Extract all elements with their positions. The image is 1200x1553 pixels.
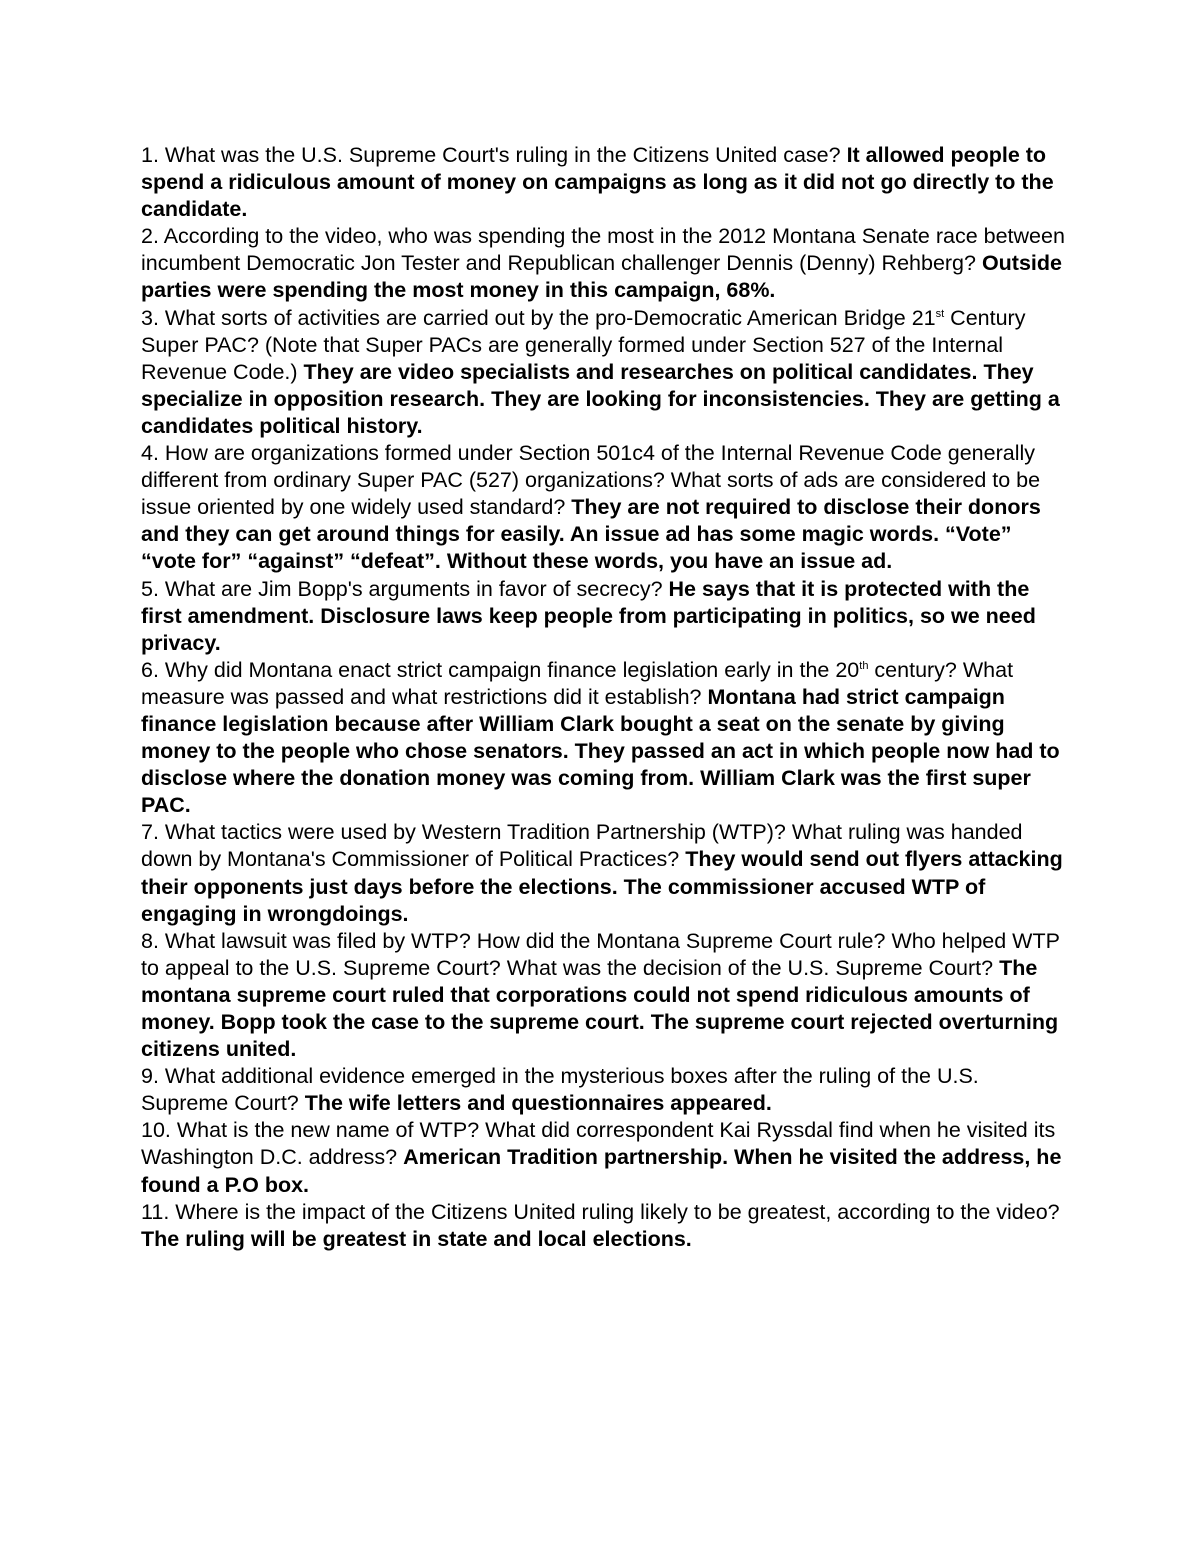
- question-text: Century Super PAC? (Note that Super PACs are generally formed under Section 527 of the Internal Revenue Code.): [141, 305, 1026, 384]
- qa-item-11: [141, 1199, 1066, 1253]
- answer-text: Montana had strict campaign finance legislation because after William Clark bought a seat on the senate by giving money to the people who chose senators. They passed an act in which people now had to disclose where the donation money was coming from. William Clark was the first super PAC.: [141, 684, 1060, 818]
- question-text: 3. What sorts of activities are carried out by the pro-Democratic American Bridge 21: [141, 305, 936, 330]
- answer-text: They are not required to disclose their donors and they can get around things for easily. An issue ad has some magic words. “Vote” “vote for” “against” “defeat”. Without these words, you have an issue ad.: [141, 495, 1041, 574]
- question-text: century? What measure was passed and what restrictions did it establish?: [141, 657, 1014, 709]
- answer-text: The montana supreme court ruled that corporations could not spend ridiculous amounts of money. Bopp took the case to the supreme court. The supreme court rejected overturning citizens united.: [141, 955, 1059, 1062]
- qa-item-6: [141, 657, 1066, 820]
- question-text: 2. According to the video, who was spending the most in the 2012 Montana Senate race between incumbent Democratic Jon Tester and Republican challenger Dennis (Denny) Rehberg?: [141, 224, 1065, 276]
- question-text: 8. What lawsuit was filed by WTP? How did the Montana Supreme Court rule? Who helped WTP to appeal to the U.S. Supreme Court? What was the decision of the U.S. Supreme Court?: [141, 928, 1060, 980]
- answer-text: It allowed people to spend a ridiculous amount of money on campaigns as long as it did not go directly to the candidate.: [141, 143, 1054, 222]
- ordinal-suffix: st: [935, 307, 945, 320]
- qa-item-7: [141, 819, 1066, 927]
- qa-item-5: [141, 576, 1066, 657]
- qa-item-3: [141, 305, 1066, 440]
- document-body: [141, 142, 1066, 1253]
- question-text: 7. What tactics were used by Western Tradition Partnership (WTP)? What ruling was handed down by Montana's Commissioner of Political Practices?: [141, 820, 1023, 872]
- qa-item-10: [141, 1117, 1066, 1198]
- answer-text: He says that it is protected with the first amendment. Disclosure laws keep people from participating in politics, so we need privacy.: [141, 576, 1036, 655]
- answer-text: Outside parties were spending the most money in this campaign, 68%.: [141, 251, 1062, 303]
- question-text: 1. What was the U.S. Supreme Court's ruling in the Citizens United case?: [141, 143, 847, 167]
- qa-item-4: [141, 440, 1066, 575]
- question-text: 11. Where is the impact of the Citizens United ruling likely to be greatest, according to the video?: [141, 1199, 1060, 1224]
- qa-item-9: [141, 1063, 1066, 1117]
- qa-item-8: [141, 928, 1066, 1063]
- answer-text: The wife letters and questionnaires appeared.: [304, 1091, 772, 1116]
- question-text: 5. What are Jim Bopp's arguments in favor of secrecy?: [141, 576, 669, 601]
- question-text: 4. How are organizations formed under Section 501c4 of the Internal Revenue Code generally different from ordinary Super PAC (527) organizations? What sorts of ads are considered to be issue oriented by one widely used standard?: [141, 441, 1041, 520]
- answer-text: American Tradition partnership. When he visited the address, he found a P.O box.: [141, 1145, 1062, 1197]
- question-text: 10. What is the new name of WTP? What did correspondent Kai Ryssdal find when he visited its Washington D.C. address?: [141, 1118, 1056, 1170]
- qa-item-1: [141, 142, 1066, 223]
- ordinal-suffix: th: [859, 659, 869, 672]
- question-text: 6. Why did Montana enact strict campaign finance legislation early in the 20: [141, 657, 860, 682]
- answer-text: They are video specialists and researches on political candidates. They specialize in opposition research. They are looking for inconsistencies. They are getting a candidates political history.: [141, 359, 1060, 438]
- answer-text: They would send out flyers attacking their opponents just days before the elections. The commissioner accused WTP of engaging in wrongdoings.: [141, 847, 1063, 926]
- question-text: 9. What additional evidence emerged in the mysterious boxes after the ruling of the U.S. Supreme Court?: [141, 1064, 979, 1116]
- qa-item-2: [141, 223, 1066, 304]
- answer-text: The ruling will be greatest in state and local elections.: [141, 1226, 692, 1251]
